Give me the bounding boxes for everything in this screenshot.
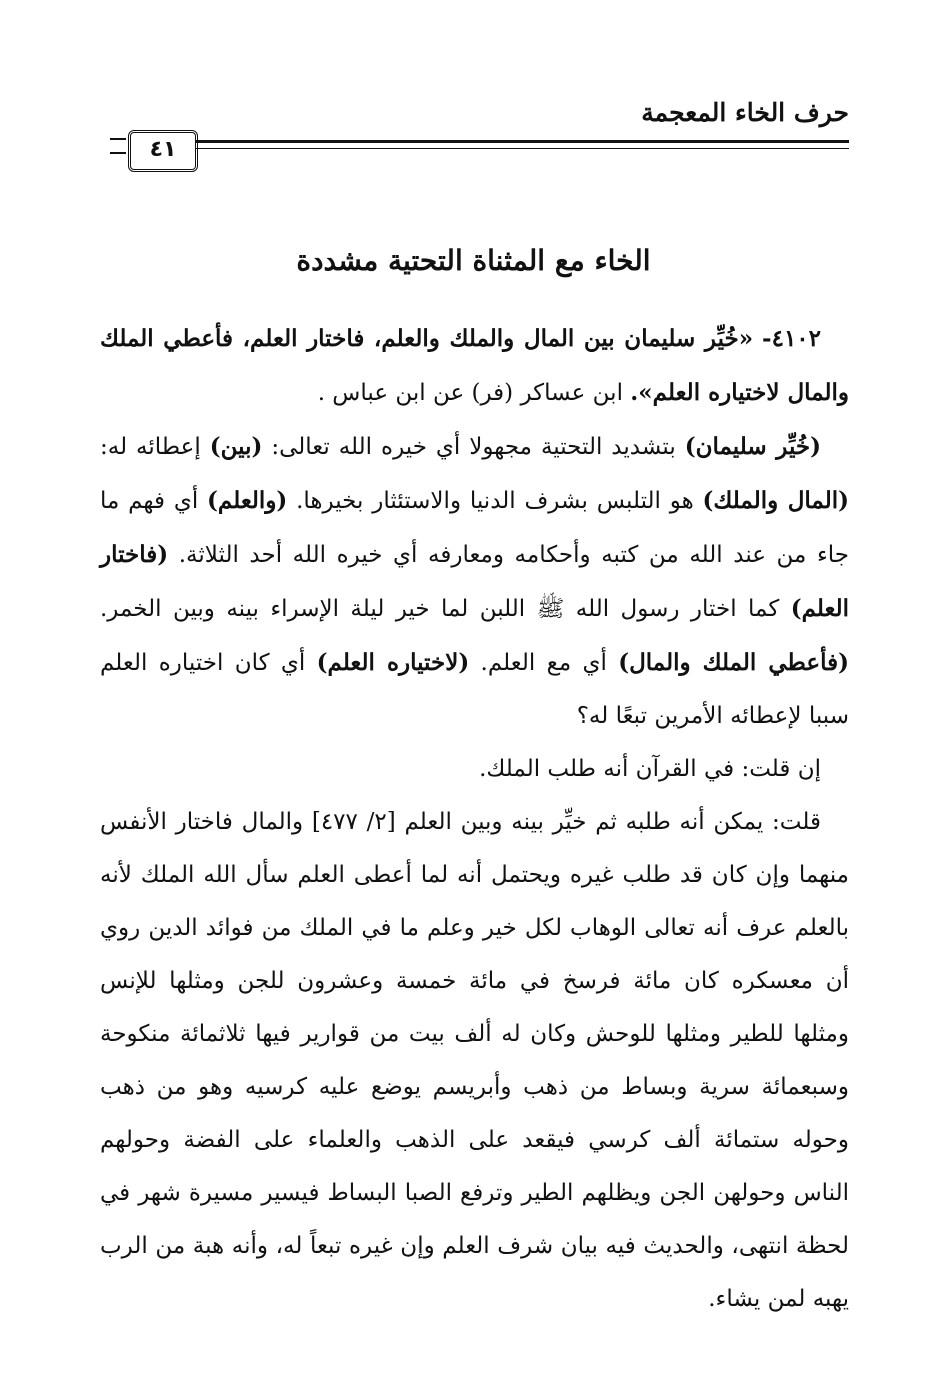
commentary-text: أي فهم ما جاء من عند الله من كتبه وأحكامه ومعارفه أي خيره الله أحد الثلاثة. (100, 488, 849, 568)
commentary-text: كما اختار رسول الله ﷺ اللبن لما خير ليلة الإسراء بينه وبين الخمر. (100, 596, 791, 622)
commentary-term: (خُيِّر سليمان) (684, 433, 821, 460)
commentary-text: أي كان اختياره العلم سببا لإعطائه الأمرين تبعًا له؟ (100, 650, 849, 729)
commentary-term: (المال والملك) (702, 487, 849, 514)
commentary-term: (فأعطي الملك والمال) (618, 649, 849, 676)
hadith-number: ٤١٠٢- (762, 325, 822, 352)
body-text (100, 312, 849, 1326)
page-number: ٤١ (128, 130, 198, 172)
commentary-text: هو التلبس بشرف الدنيا والاستئثار بخيرها. (287, 488, 703, 514)
section-title: الخاء مع المثناة التحتية مشددة (296, 244, 651, 277)
commentary-term: (لاختياره العلم) (316, 649, 470, 676)
commentary-term: (والعلم) (207, 487, 288, 514)
hadith-source: ابن عساكر (فر) عن ابن عباس . (317, 380, 623, 406)
header-rule-thin (196, 148, 849, 149)
hadith-text: «خُيِّر سليمان بين المال والملك والعلم، فاختار العلم، فأعطي الملك والمال لاختياره العلم». (100, 325, 849, 406)
commentary-text: إعطائه له: (100, 434, 210, 460)
running-title: حرف الخاء المعجمة (641, 98, 849, 127)
commentary-text: بتشديد التحتية مجهولا أي خيره الله تعالى: (262, 434, 685, 460)
answer-paragraph: قلت: يمكن أنه طلبه ثم خيِّر بينه وبين العلم [٢/ ٤٧٧] والمال فاختار الأنفس منهما وإن كان قد طلب غيره ويحتمل أنه لما أعطى العلم سأل الله الملك لأنه بالعلم عرف أنه تعالى الوهاب لكل خير وعلم ما في الملك من فوائد الدين روي أن معسكره كان مائة فرسخ في مائة خمسة وعشرون للجن ومثلها للإنس ومثلها للطير ومثلها للوحش وكان له ألف بيت من قوارير فيها ثلاثمائة منكوحة وسبعمائة سرية وبساط من ذهب وأبريسم يوضع عليه كرسيه وهو من ذهب وحوله ستمائة ألف كرسي فيقعد على الذهب والعلماء على الفضة وحولهم الناس وحولهن الجن ويظلهم الطير وترفع الصبا البساط فيسير مسيرة شهر في لحظة انتهى، والحديث فيه بيان شرف العلم وإن غيره تبعاً له، وأنه هبة من الرب يهبه لمن يشاء. (100, 809, 849, 1312)
header-rule-thick (196, 140, 849, 143)
hadith-paragraph (100, 312, 849, 420)
question-paragraph: إن قلت: في القرآن أنه طلب الملك. (479, 756, 821, 782)
commentary-text: أي مع العلم. (469, 650, 619, 676)
commentary-term: (بين) (209, 433, 263, 460)
page-number-ornament (110, 138, 126, 154)
commentary-term: (فاختار العلم) (100, 541, 849, 622)
commentary-paragraph (100, 420, 849, 743)
